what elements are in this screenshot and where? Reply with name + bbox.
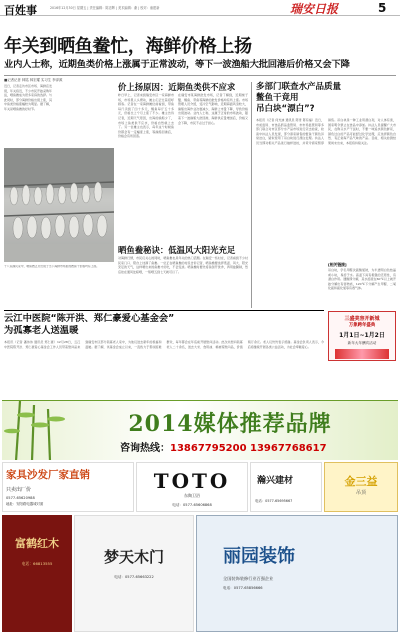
- furniture-ad: [2, 462, 134, 512]
- page-number: 5: [378, 1, 387, 15]
- toto-ad: [136, 462, 248, 512]
- fish-drying-photo: [4, 148, 114, 262]
- masthead: 瑞安日报: [290, 2, 339, 16]
- wood-door-name: 梦天木门: [103, 548, 164, 566]
- article-col: 昨日早上，记者来到瑞安市区一家海鲜市场，市场里人头攒动，摊主们正忙着招呼顾客。记者在一家海鲜摊位前看到，带鱼每斤卖到了四十多元，鲳鱼每斤五十多元，价格比上个月上涨了不少。摊主告诉记者，近期天气原因，出海的渔船少了，市场上鱼类供不应求，价格自然就上去了。另一位摊主也表示，每年这个时候鱼价都会有一定幅度上涨，等渔船回港后，价格会有所回落。: [118, 93, 174, 139]
- furniture-addr: 地址：安阳路电器城对面: [6, 502, 44, 506]
- media-brand-banner: [2, 400, 398, 460]
- section-rule: [4, 310, 324, 311]
- toto-tag: 东陶卫浴: [184, 493, 200, 498]
- small-ad-graphic: [335, 349, 389, 359]
- subhead-price: 价上扬原因：近期鱼类供不应求: [118, 82, 236, 92]
- article-text: 近日，记者走访市区市场、海鲜店发现，年关将近，不少市民开始采购年货，晒鱼鲞成为很多家庭的选择。与此同时，部分海鲜价格出现上涨，其中鱼类价格涨幅较为明显。据了解，年关是晒鱼鲞的好时节。: [4, 84, 52, 111]
- article2-body: 本报讯（记者 何光迪 通讯员 陈雪 陈有福）近日，市质监局、市食品药品监管局、市市场监管局等多部门联合对市区部分水产品市场进行突击检查，检查中执法人员发现，部分商家销售的鳖鱼干颜色异常洁白，疑似使用了吊白块进行漂白处理。执法人员当即对相关产品进行抽样送检，并责令商家暂停销售。吊白块是一种工业用漂白剂，对人体有害，国家明令禁止在食品中添加。执法人员提醒广大市民，在购买水产干货时，不要一味追求颜色鲜亮，颜色过白的产品可能经过化学处理，应选择颜色自然、有正常海产品气味的产品。目前，相关检测结果尚未出来，本报将持续关注。: [256, 118, 396, 145]
- banner-phone-number: 13867795200 13967768617: [170, 443, 327, 454]
- furniture-tel: 0577-65620988: [6, 496, 35, 500]
- issue-meta: 2016年12月30日 星期五 | 责任编辑：陈忠辉 | 美术编辑：谢 | 校对：童建新: [50, 6, 160, 10]
- decoration-name: 丽园装饰: [223, 546, 295, 567]
- article2-headline: 多部门联查水产品质量 鳖鱼干竟用 吊白块“漂白”?: [256, 82, 342, 114]
- byline: ■记者记者 林铭 林宏耀 实习生 李泽源: [4, 78, 63, 82]
- article-col: 对海鲜行情，市民们关心的同时，晒鱼鲞也是年关的热门话题。在瑞安一些村庄，记者看到不少村民家门口、阳台上挂满了鱼鲞。一位正在晒鱼鲞的村民告诉记者，晒鱼鲞要选择低温、风大、阳光充足的天气，这样晒出来的鱼鲞才好吃，不会变质。晒鱼鲞时要先将鱼剖开洗净，再用盐腌制，然后挂在通风处晾晒，一般晒五到七天就可以了。: [118, 256, 248, 274]
- redwood-name: 富鹤红木: [15, 537, 59, 550]
- photo-caption: 十八家渔民家中，晒鱼鲞正火出现于当下海鲜市场里的鲞鱼干价格均有上涨。: [4, 265, 100, 268]
- related-link-title: [相关链接]: [328, 262, 347, 267]
- small-ad-line4: 新年大年酬宾活动: [347, 341, 377, 345]
- column-divider: [251, 82, 252, 308]
- ceiling-ad: [324, 462, 398, 512]
- hai-building-ad: [250, 462, 322, 512]
- small-ad: [328, 311, 396, 361]
- bamboo-graphic: [2, 401, 92, 460]
- wood-door-ad: [74, 515, 194, 632]
- ceiling-name: 金三益: [344, 475, 378, 488]
- decoration-ad: [196, 515, 398, 632]
- toto-tel: 电话：0577-65606868: [172, 503, 212, 507]
- article3-body: 本报讯（记者 潘伟伟 通讯员 郑仁豪）12月28日，云江中医院陈开洪、郑仁豪爱心基金会工作人员带着慰问品来到瑞安市区部分孤寡老人家中，为他们送去新年的祝福和温暖。据了解，该基金会成立以来，一直致力于帮扶困难群众，每年都会在年底前开展慰问活动。此次共慰问孤寡老人二十余名，送去大米、食用油、棉被等慰问品，价值两万余元。老人们纷纷表示感谢。基金会负责人表示，今后将继续开展各类公益活动，为社会奉献爱心。: [4, 340, 324, 349]
- furniture-slogan: 只卖出厂价: [6, 487, 32, 493]
- article3-headline: 云江中医院“陈开洪、郑仁豪爱心基金会” 为孤寡老人送温暖: [4, 313, 175, 336]
- banner-phone: [120, 439, 327, 454]
- redwood-ad: [2, 515, 72, 632]
- hai-name: 瀚兴建材: [257, 476, 294, 486]
- wood-door-tel: 电话：0577-65663222: [114, 575, 154, 579]
- banner-phone-label: 咨询热线：: [120, 443, 170, 454]
- section-title: 百姓事: [4, 4, 37, 17]
- furniture-name: 家具沙发厂家直销: [6, 469, 90, 481]
- small-ad-line3: 1月1日~1月2日: [339, 332, 385, 339]
- redwood-tel: 电话：66813555: [21, 561, 53, 566]
- small-ad-line1: 三盛美容开新城: [344, 316, 380, 322]
- main-subheadline: 业内人士称，近期鱼类价格上涨属于正常波动，等下一波渔船大批回港后价格又会下降: [4, 59, 350, 70]
- divider: [4, 75, 396, 76]
- hai-tel: 电话：0577-65695667: [255, 499, 293, 503]
- banner-title: 2014媒体推荐品牌: [128, 411, 332, 437]
- fish-rack-illustration: [4, 148, 114, 262]
- small-ad-line2: 万象跨年盛典: [348, 323, 376, 328]
- ceiling-sub: 吊顶: [355, 490, 366, 496]
- related-link-text: 吊白块，学名甲醛次硫酸氢钠，为半透明白色结晶或小块，易溶于水。高温下具有极强的还原性，有漂白作用。遇酸即分解，其水溶液在60℃以上就开始分解出有害物质，120℃下分解产生甲醛、二氧化硫和硫化氢等有毒气体。: [328, 268, 396, 291]
- toto-logo: TOTO: [153, 469, 231, 493]
- decoration-tel: 电话：0577-65856666: [223, 586, 263, 590]
- main-headline: 年关到晒鱼鲞忙，海鲜价格上扬: [4, 36, 252, 57]
- article-col: 在瑞安市某海鲜批发市场，记者了解到，近期梭子蟹、鲳鱼、带鱼等海鲜的批发价格均有所上涨。市场管理人员介绍，受冷空气影响，近期海面风浪较大，渔船出海作业次数减少，海鲜上市量下降，导致价格出现波动。业内人士称，这属于正常的市场波动，随着下一波渔船大批回港，海鲜供应量增加后，价格又会下降，市民不必过于担心。: [178, 93, 248, 125]
- decoration-tag: 全国装饰装修行业百强企业: [223, 576, 274, 581]
- subhead-drying-tips: 晒鱼鲞秘诀：低温风大阳光充足: [118, 245, 236, 255]
